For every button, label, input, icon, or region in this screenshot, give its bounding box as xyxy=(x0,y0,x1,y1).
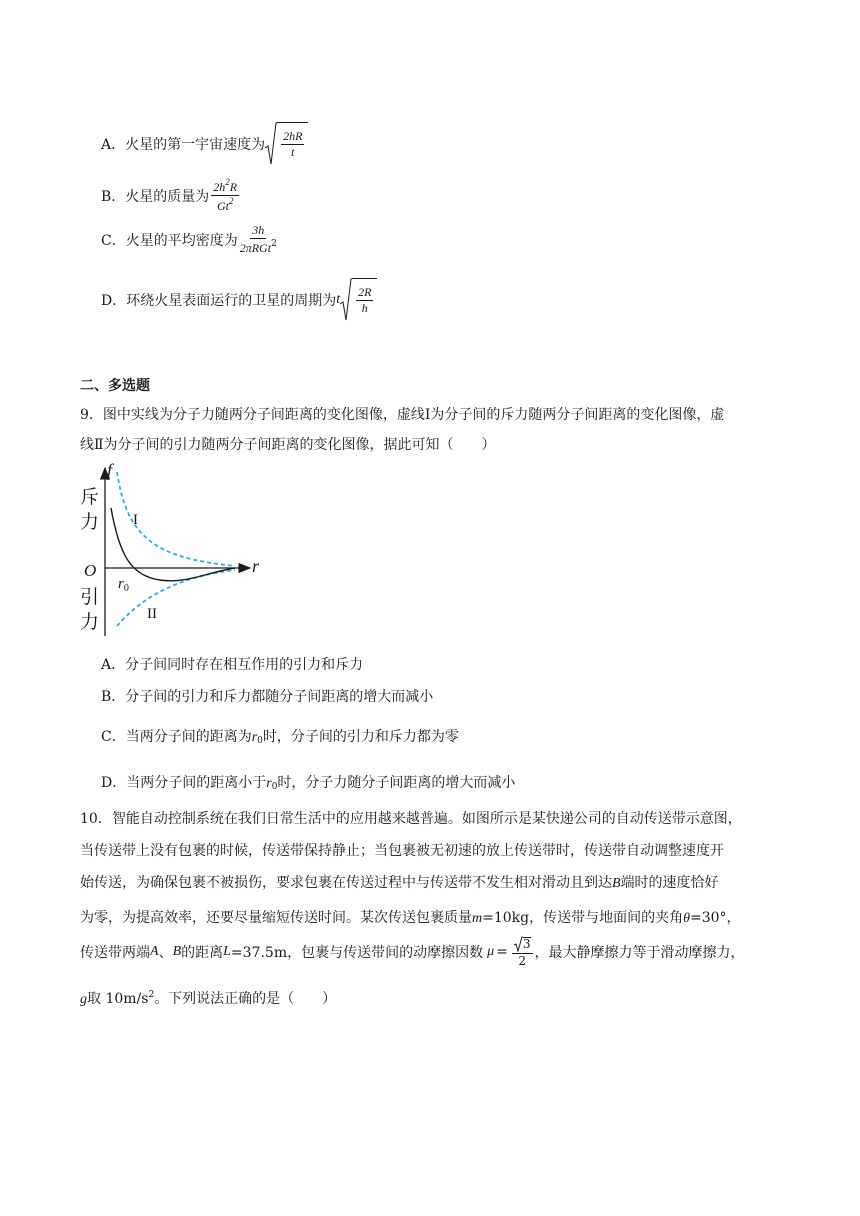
q10-line-2: 当传送带上没有包裹的时候，传送带保持静止；当包裹被无初速的放上传送带时，传送带自动调整速度开 xyxy=(80,843,724,859)
q10-l5f: L xyxy=(223,944,231,960)
option-d-text-2: 时，分子力随分子间距离的增大而减小 xyxy=(277,775,516,791)
q10-l5g: =37.5m，包裹与传送带间的动摩擦因数 xyxy=(230,945,484,962)
label-repulsion-1: 斥 xyxy=(80,486,100,508)
q10-line-1: 10．智能自动控制系统在我们日常生活中的应用越来越普遍。如图所示是某快递公司的自动传送带示意图， xyxy=(80,811,742,827)
num-part-b: R xyxy=(229,180,238,194)
q10-l4e: =30°， xyxy=(690,910,741,926)
option-d-r: r xyxy=(266,776,272,791)
option-b-text: B．火星的质量为 xyxy=(101,188,210,205)
option-c-text-1: C．当两分子间的距离为 xyxy=(101,729,252,745)
mu-equals: = xyxy=(496,944,508,961)
label-curve-2: II xyxy=(147,606,157,622)
num-part: 2h xyxy=(213,180,226,194)
option-c-text: C．火星的平均密度为 xyxy=(101,232,238,249)
label-f: f xyxy=(107,460,113,480)
q10-l6a: g xyxy=(80,992,87,1007)
option-c-text-2: 时，分子间的引力和斥力都为零 xyxy=(262,729,459,745)
frac-numerator: 2R xyxy=(356,286,373,301)
option-c-r: r xyxy=(251,730,258,745)
q10-l5a: 传送带两端 xyxy=(80,945,150,962)
period-t: t xyxy=(336,292,341,307)
den-part: 2πRGt xyxy=(239,241,272,256)
density-fraction xyxy=(240,224,277,255)
mu-fraction xyxy=(512,936,533,968)
q10-l5e: 的距离 xyxy=(181,945,224,962)
q10-l6b: 取 10m/s xyxy=(87,991,149,1007)
label-attraction-2: 力 xyxy=(80,611,100,633)
den-sup: 2 xyxy=(271,239,277,250)
q10-line-6 xyxy=(80,988,336,1008)
label-curve-1: I xyxy=(133,512,138,528)
mu-num: 3 xyxy=(522,936,531,951)
q9-option-b[interactable]: B．分子间的引力和斥力都随分子间距离的增大而减小 xyxy=(101,689,434,705)
label-origin: O xyxy=(84,561,97,580)
mu-symbol: μ xyxy=(487,944,495,960)
q9-option-d[interactable] xyxy=(101,772,515,792)
q10-line-3 xyxy=(80,872,719,892)
frac-denominator: t xyxy=(291,145,295,159)
q10-line-4 xyxy=(80,907,741,927)
q10-l5b: A xyxy=(150,944,159,960)
option-b[interactable] xyxy=(101,178,241,213)
q10-l6sup: 2 xyxy=(148,990,155,1000)
section-title: 二、多选题 xyxy=(80,378,150,394)
den-sup: 2 xyxy=(228,196,234,207)
q10-line-5 xyxy=(80,936,745,968)
q10-l4c: =10kg，传送带与地面间的夹角 xyxy=(482,910,684,926)
option-c[interactable] xyxy=(101,224,279,255)
mass-fraction xyxy=(211,178,239,213)
q10-l4b: m xyxy=(472,911,483,926)
q9-option-c[interactable] xyxy=(101,726,459,746)
frac-numerator: 3h xyxy=(250,224,266,239)
curve-attraction xyxy=(117,570,235,626)
num-sup: 2 xyxy=(225,177,230,187)
frac-denominator: h xyxy=(361,301,368,315)
sqrt-expression xyxy=(265,122,308,166)
q9-line-2: 线Ⅱ为分子间的引力随两分子间距离的变化图像，据此可知（ ） xyxy=(80,437,496,453)
sqrt-expression xyxy=(340,278,377,322)
q10-l5h: ，最大静摩擦力等于滑动摩擦力， xyxy=(534,945,745,962)
q9-option-a[interactable]: A．分子间同时存在相互作用的引力和斥力 xyxy=(101,657,364,673)
q10-l3b: B xyxy=(612,876,621,891)
sqrt-sign-icon xyxy=(514,936,523,952)
label-r0: $r_0$ xyxy=(118,576,129,594)
option-c-sub: 0 xyxy=(257,736,263,746)
q9-line-1: 9．图中实线为分子力随两分子间距离的变化图像，虚线Ⅰ为分子间的斥力随两分子间距离的变化图像，虚 xyxy=(80,407,725,423)
q10-l6c: 。下列说法正确的是（ ） xyxy=(154,991,337,1007)
curve-resultant xyxy=(111,508,235,581)
q10-l5c: 、 xyxy=(158,945,173,962)
frac-numerator: 2hR xyxy=(281,130,304,145)
q10-l5d: B xyxy=(172,944,182,960)
mu-den: 2 xyxy=(518,954,527,968)
q10-l3c: 端时的速度恰好 xyxy=(620,875,719,891)
option-a[interactable] xyxy=(101,122,308,166)
q10-l4a: 为零，为提高效率，还要尽量缩短传送时间。某次传送包裹质量 xyxy=(80,910,472,926)
option-d-sub: 0 xyxy=(271,782,278,792)
q10-l4d: θ xyxy=(683,911,691,926)
label-repulsion-2: 力 xyxy=(80,511,100,533)
label-r: r xyxy=(252,556,260,576)
q10-l3a: 始传送，为确保包裹不被损伤，要求包裹在传送过程中与传送带不发生相对滑动且到达 xyxy=(80,875,612,891)
den-part: Gt xyxy=(216,199,229,214)
option-d-text: D．环绕火星表面运行的卫星的周期为 xyxy=(101,293,337,309)
option-d[interactable] xyxy=(101,278,377,322)
option-a-text: A．火星的第一宇宙速度为 xyxy=(101,137,266,153)
option-d-text-1: D．当两分子间的距离小于 xyxy=(101,775,267,791)
label-attraction-1: 引 xyxy=(80,586,100,608)
molecular-force-figure xyxy=(75,458,275,638)
